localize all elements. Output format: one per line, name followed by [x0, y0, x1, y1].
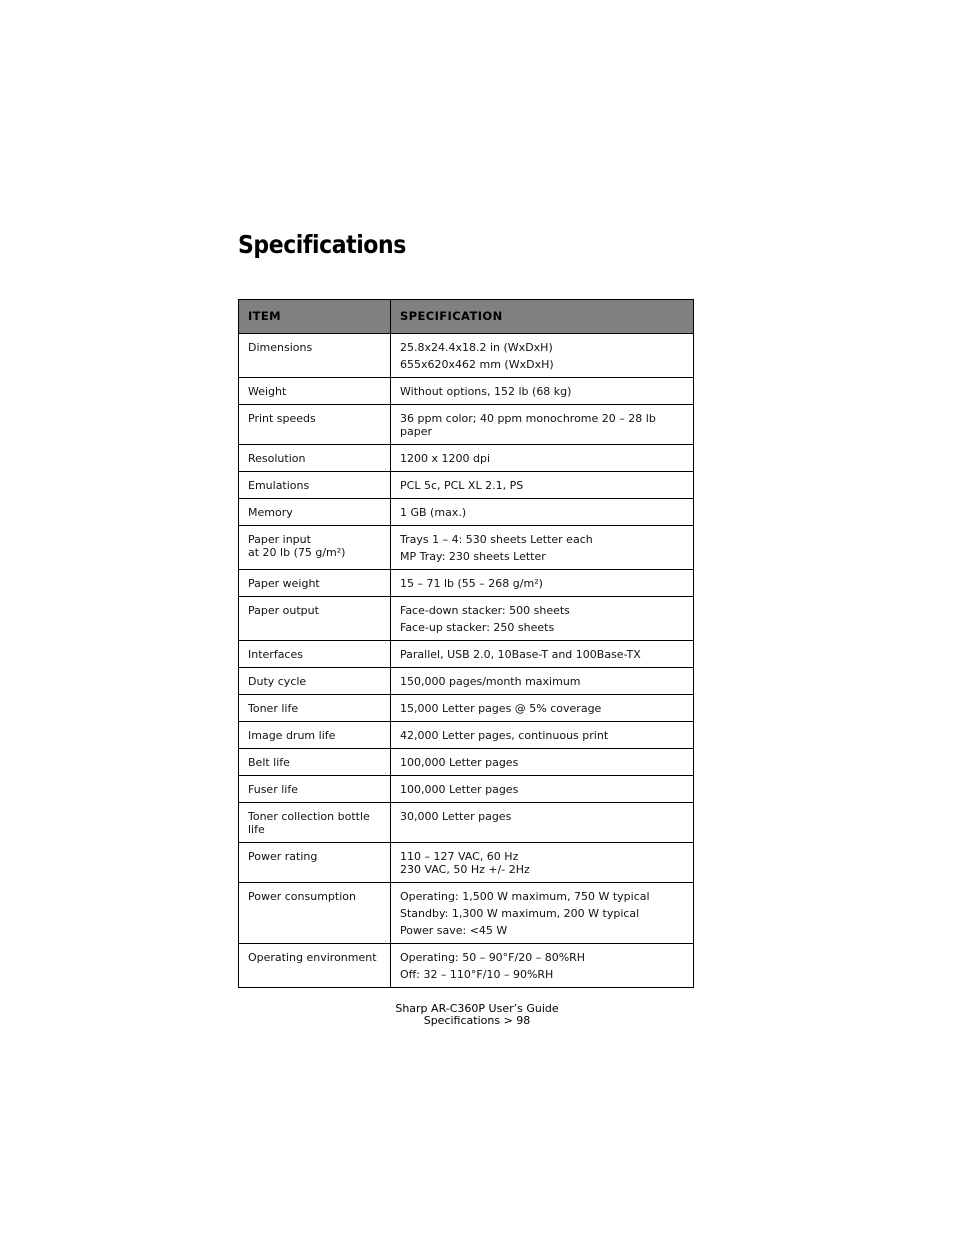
table-row: [239, 695, 694, 722]
item-label: Toner collection bottle life: [248, 810, 370, 836]
item-label: Interfaces: [248, 648, 303, 661]
table-row: [239, 883, 694, 944]
item-label: Power rating: [248, 850, 318, 863]
specification-cell: [391, 641, 694, 668]
specification-column-header: SPECIFICATION: [391, 300, 694, 334]
specification-value: MP Tray: 230 sheets Letter: [400, 550, 546, 563]
specification-cell: [391, 472, 694, 499]
table-row: [239, 641, 694, 668]
item-cell: [239, 695, 391, 722]
specification-value: Standby: 1,300 W maximum, 200 W typical: [400, 907, 640, 920]
item-label: Resolution: [248, 452, 306, 465]
specification-value: 36 ppm color; 40 ppm monochrome 20 – 28 lb paper: [400, 412, 656, 438]
table-row: [239, 499, 694, 526]
specification-cell: [391, 570, 694, 597]
specification-cell: [391, 334, 694, 378]
item-cell: [239, 472, 391, 499]
item-cell: [239, 749, 391, 776]
specification-cell: [391, 668, 694, 695]
specification-cell: [391, 526, 694, 570]
specification-value: Face-down stacker: 500 sheets: [400, 604, 570, 617]
item-cell: [239, 641, 391, 668]
item-label: Duty cycle: [248, 675, 307, 688]
item-cell: [239, 526, 391, 570]
item-cell: [239, 445, 391, 472]
item-label: Paper weight: [248, 577, 320, 590]
specification-cell: [391, 776, 694, 803]
page-title: Specifications: [238, 230, 406, 259]
item-label: Operating environment: [248, 951, 377, 964]
item-column-header: ITEM: [239, 300, 391, 334]
specification-value: 150,000 pages/month maximum: [400, 675, 581, 688]
page-footer: [0, 1003, 954, 1027]
item-cell: [239, 722, 391, 749]
specification-cell: [391, 803, 694, 843]
specification-cell: [391, 597, 694, 641]
item-cell: [239, 405, 391, 445]
specification-value: 1 GB (max.): [400, 506, 467, 519]
specification-value: Face-up stacker: 250 sheets: [400, 621, 555, 634]
table-row: [239, 843, 694, 883]
specification-value: 30,000 Letter pages: [400, 810, 512, 823]
table-row: [239, 944, 694, 988]
table-row: [239, 668, 694, 695]
item-label: Emulations: [248, 479, 310, 492]
specification-value: Without options, 152 lb (68 kg): [400, 385, 572, 398]
table-row: [239, 803, 694, 843]
specification-value: 15 – 71 lb (55 – 268 g/m²): [400, 577, 543, 590]
specification-cell: [391, 378, 694, 405]
footer-page-reference: Specifications > 98: [423, 1014, 531, 1027]
item-label: Fuser life: [248, 783, 298, 796]
table-row: [239, 597, 694, 641]
specifications-table: [238, 299, 694, 988]
specification-value: Power save: <45 W: [400, 924, 508, 937]
specification-value: 25.8x24.4x18.2 in (WxDxH): [400, 341, 553, 354]
specification-cell: [391, 445, 694, 472]
specification-value: 1200 x 1200 dpi: [400, 452, 491, 465]
item-cell: [239, 944, 391, 988]
item-cell: [239, 843, 391, 883]
specification-cell: [391, 405, 694, 445]
specification-cell: [391, 944, 694, 988]
specification-value: 230 VAC, 50 Hz +/- 2Hz: [400, 863, 530, 876]
table-row: [239, 749, 694, 776]
item-cell: [239, 570, 391, 597]
table-row: [239, 378, 694, 405]
table-body: [239, 334, 694, 988]
specification-value: 110 – 127 VAC, 60 Hz: [400, 850, 519, 863]
item-cell: [239, 597, 391, 641]
specification-value: Operating: 50 – 90°F/20 – 80%RH: [400, 951, 586, 964]
specification-value: 655x620x462 mm (WxDxH): [400, 358, 554, 371]
specification-value: Operating: 1,500 W maximum, 750 W typical: [400, 890, 650, 903]
table-row: [239, 722, 694, 749]
table-row: [239, 445, 694, 472]
item-cell: [239, 668, 391, 695]
table-row: [239, 405, 694, 445]
specification-value: Off: 32 – 110°F/10 – 90%RH: [400, 968, 554, 981]
item-label: Dimensions: [248, 341, 313, 354]
item-label: Memory: [248, 506, 293, 519]
specification-value: Trays 1 – 4: 530 sheets Letter each: [400, 533, 593, 546]
item-cell: [239, 334, 391, 378]
specification-value: Parallel, USB 2.0, 10Base-T and 100Base-TX: [400, 648, 641, 661]
item-cell: [239, 776, 391, 803]
specification-cell: [391, 722, 694, 749]
table-row: [239, 472, 694, 499]
item-label: Image drum life: [248, 729, 336, 742]
specification-cell: [391, 843, 694, 883]
item-label: Belt life: [248, 756, 290, 769]
specification-value: 42,000 Letter pages, continuous print: [400, 729, 609, 742]
specification-value: 100,000 Letter pages: [400, 783, 519, 796]
item-label: Paper output: [248, 604, 319, 617]
item-label: Power consumption: [248, 890, 356, 903]
specification-cell: [391, 695, 694, 722]
specification-value: 100,000 Letter pages: [400, 756, 519, 769]
specification-value: 15,000 Letter pages @ 5% coverage: [400, 702, 602, 715]
table-header-row: [239, 300, 694, 334]
table-row: [239, 526, 694, 570]
item-label: Weight: [248, 385, 287, 398]
item-label: Toner life: [248, 702, 299, 715]
item-cell: [239, 499, 391, 526]
item-label: Paper input: [248, 533, 311, 546]
footer-guide-title: Sharp AR-C360P User’s Guide: [395, 1002, 559, 1015]
item-label: Print speeds: [248, 412, 316, 425]
item-cell: [239, 378, 391, 405]
table-row: [239, 570, 694, 597]
specification-cell: [391, 749, 694, 776]
specification-value: PCL 5c, PCL XL 2.1, PS: [400, 479, 524, 492]
item-cell: [239, 883, 391, 944]
specification-cell: [391, 499, 694, 526]
specification-cell: [391, 883, 694, 944]
item-label: at 20 lb (75 g/m²): [248, 546, 346, 559]
table-row: [239, 776, 694, 803]
item-cell: [239, 803, 391, 843]
table-row: [239, 334, 694, 378]
